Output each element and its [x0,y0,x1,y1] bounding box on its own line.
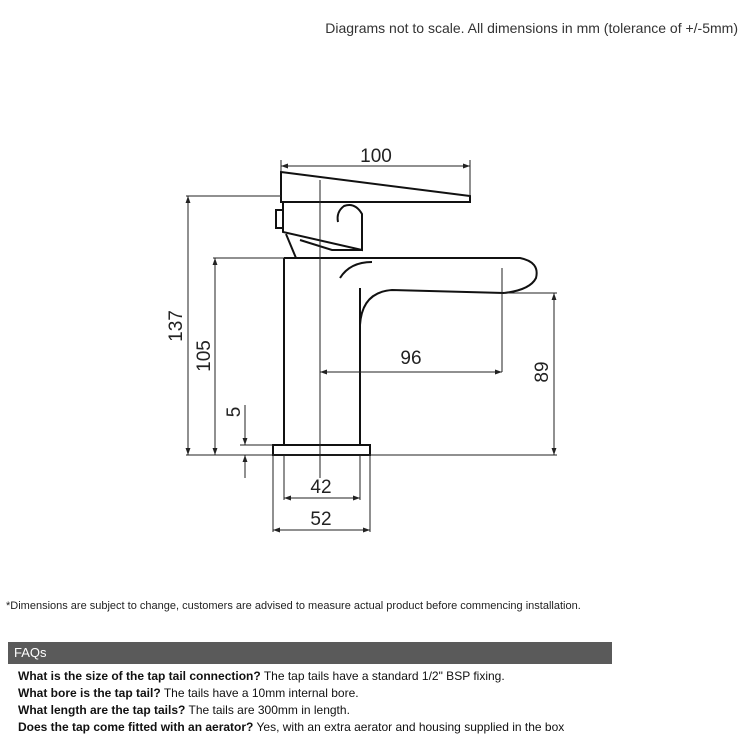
faq-answer: The tap tails have a standard 1/2" BSP fixing. [263,669,505,683]
dim-label-105: 105 [194,340,215,372]
dim-label-100: 100 [360,146,392,167]
extension-lines [186,160,557,532]
scale-note: Diagrams not to scale. All dimensions in mm (tolerance of +/-5mm) [325,20,738,36]
faq-answer: The tails have a 10mm internal bore. [163,686,359,700]
faq-question: Does the tap come fitted with an aerator? [18,720,254,734]
faq-item [18,668,638,685]
faq-answer: The tails are 300mm in length. [188,703,350,717]
dim-label-96: 96 [400,348,422,369]
tap-body [284,258,360,445]
faq-question: What is the size of the tap tail connection? [18,669,261,683]
lever-body [283,202,362,250]
faq-list [18,668,638,736]
faq-item [18,685,638,702]
tap-outline [273,172,537,455]
faq-answer: Yes, with an extra aerator and housing supplied in the box [256,720,565,734]
spout-top [284,258,537,293]
dim-label-89: 89 [532,361,553,383]
faq-question: What bore is the tap tail? [18,686,161,700]
tap-base [273,445,370,455]
lever-plate [281,172,470,202]
lever-button [276,210,283,228]
disclaimer: *Dimensions are subject to change, customers are advised to measure actual product before commencing installation. [6,600,581,612]
dimension-lines [188,166,554,530]
dim-label-137: 137 [166,310,187,342]
spout-underside [360,290,504,325]
faq-question: What length are the tap tails? [18,703,186,717]
faq-item [18,702,638,719]
faq-header: FAQs [8,642,612,664]
spout-inner [340,262,372,278]
dim-label-42: 42 [310,477,332,498]
dim-label-5: 5 [224,406,245,418]
collar [286,234,362,258]
dim-label-52: 52 [310,509,332,530]
faq-item [18,719,638,736]
